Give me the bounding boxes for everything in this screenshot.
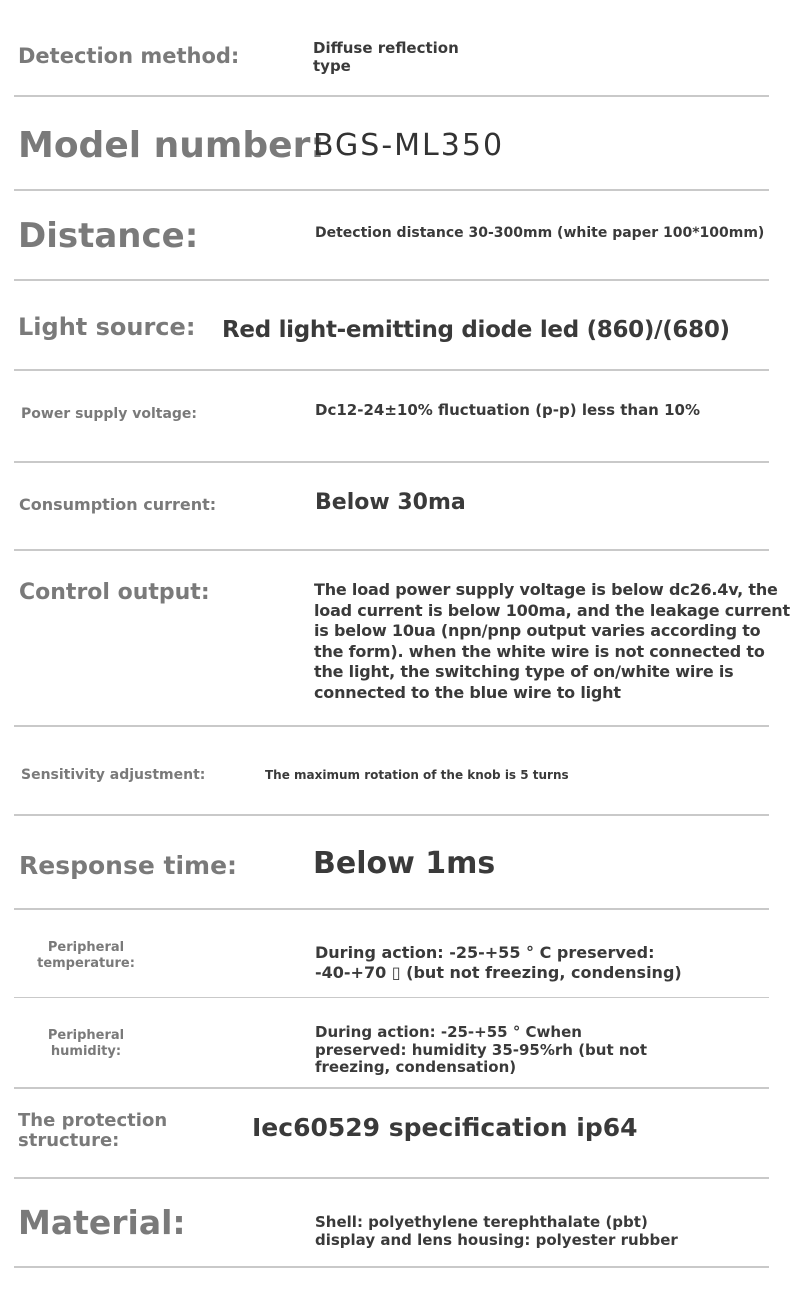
peripheral-humidity-value: During action: -25-+55 ° Cwhen preserved: humidity 35-95%rh (but not freezing, condensation) [315,1023,648,1076]
model-number-label: Model number: [18,125,325,166]
control-output-label: Control output: [19,580,210,605]
material-label: Material: [18,1203,186,1242]
power-supply-voltage-value: Dc12-24±10% fluctuation (p-p) less than 10% [315,401,700,419]
divider [14,95,769,97]
detection-method-label: Detection method: [18,44,240,68]
protection-structure-value: Iec60529 specification ip64 [252,1113,638,1142]
protection-structure-label: The protection structure: [18,1110,168,1151]
light-source-value: Red light-emitting diode led (860)/(680) [222,317,730,343]
divider [14,908,769,910]
power-supply-voltage-label: Power supply voltage: [21,406,198,422]
divider [14,725,769,727]
light-source-label: Light source: [18,313,196,341]
response-time-value: Below 1ms [313,846,496,881]
model-number-value: BGS-ML350 [313,128,505,163]
peripheral-temperature-label: Peripheral temperature: [37,940,135,971]
divider [14,1266,769,1268]
divider [14,279,769,281]
control-output-value: The load power supply voltage is below dc26.4v, the load current is below 100ma, and the leakage current is below 10ua (npn/pnp output varies according to the form). when the white wire is not connected to the light, the switching type of on/white wire is connected to the blue wire to light [314,580,790,702]
divider [14,1087,769,1089]
sensitivity-adjustment-label: Sensitivity adjustment: [21,767,206,783]
sensitivity-adjustment-value: The maximum rotation of the knob is 5 turns [265,768,569,782]
divider [14,369,769,371]
distance-value: Detection distance 30-300mm (white paper 100*100mm) [315,225,765,241]
material-value: Shell: polyethylene terephthalate (pbt) display and lens housing: polyester rubber [315,1213,678,1249]
divider [14,814,769,816]
divider [14,189,769,191]
consumption-current-label: Consumption current: [19,495,217,514]
peripheral-humidity-label: Peripheral humidity: [47,1028,125,1059]
consumption-current-value: Below 30ma [315,490,466,515]
response-time-label: Response time: [19,851,238,880]
divider [14,1177,769,1179]
divider [14,461,769,463]
distance-label: Distance: [18,216,199,256]
detection-method-value: Diffuse reflection type [313,39,459,75]
peripheral-temperature-value: During action: -25-+55 ° C preserved: -40-+70 ▯ (but not freezing, condensing) [315,943,682,982]
divider [14,549,769,551]
divider [14,997,769,998]
